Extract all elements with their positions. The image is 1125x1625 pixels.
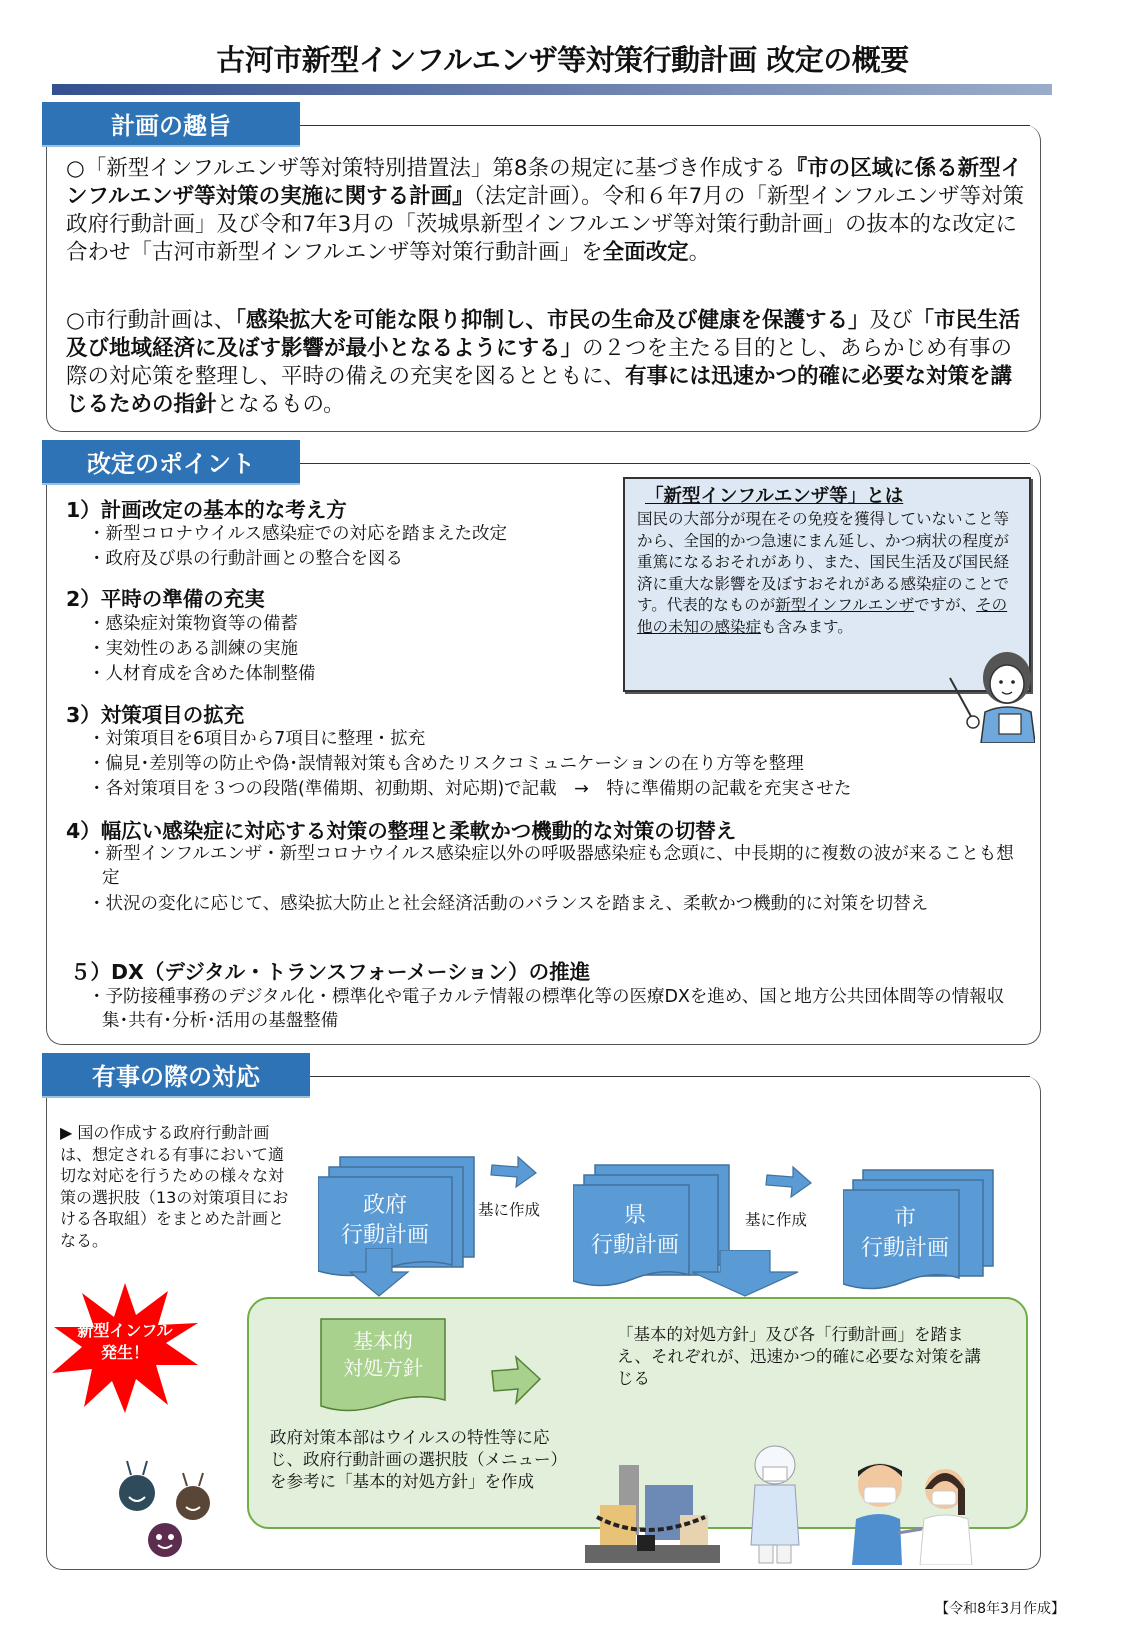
outbreak-label — [50, 1320, 200, 1364]
text-span: も含みます。 — [761, 617, 853, 636]
point-item: ・新型インフルエンザ・新型コロナウイルス感染症以外の呼吸器感染症も念頭に、中長期的に複数の波が来ることも想定 — [88, 844, 1014, 888]
bold-text-span: 有事には迅速かつ的確に必要な対策を講じるための指針 — [66, 364, 1013, 417]
basic-policy-description: 政府対策本部はウイルスの特性等に応じ、政府行動計画の選択肢（メニュー）を参考に「基本的対処方針」を作成 — [270, 1428, 567, 1491]
bold-text-span: 全面改定 — [602, 240, 689, 265]
point-item: ・偏見･差別等の防止や偽･誤情報対策も含めたリスクコミュニケーションの在り方等を整理 — [88, 754, 804, 774]
vaccination-icon — [850, 1455, 975, 1565]
government-plan-note: ▶ 国の作成する政府行動計画は、想定される有事において適切な対応を行うための様々な対策の選択肢（13の対策項目における各取組）をまとめた計画となる。 — [60, 1123, 289, 1250]
bold-text-span: 「市民生活及び地域経済に及ぼす影響が最小となるようにする」 — [66, 308, 1021, 361]
title-gradient-bar — [52, 84, 1052, 95]
doc-label-line: 政府 — [362, 1193, 407, 1218]
text-span: 。 — [688, 240, 711, 265]
point-heading-2: 2）平時の準備の充実 — [66, 587, 265, 611]
text-span: 及び — [869, 308, 913, 333]
point-heading-1: 1）計画改定の基本的な考え方 — [66, 498, 347, 522]
doc-label-line: 県 — [623, 1203, 646, 1228]
point-heading-5: ５）DX（デジタル・トランスフォーメーション）の推進 — [70, 960, 591, 984]
basic-policy-doc — [320, 1318, 446, 1418]
text-span: の２つを主たる目的とし、あらかじめ有事の際の対応策を整理し、平時の備えの充実を図るとともに、 — [66, 336, 1013, 389]
doc-label — [843, 1204, 967, 1264]
section-divider — [300, 463, 1030, 464]
section-divider — [300, 125, 1030, 126]
teacher-illustration-icon — [945, 648, 1035, 743]
protective-suit-worker-icon — [745, 1445, 805, 1565]
section-header-revision-points: 改定のポイント — [42, 440, 300, 485]
doc-label — [320, 1328, 446, 1382]
down-arrow-icon — [348, 1248, 410, 1298]
doc-label-line: 行動計画 — [860, 1236, 949, 1261]
underlined-text: その他の未知の感染症 — [637, 596, 1008, 636]
text-span: （法定計画）。令和６年7月の「新型インフルエンザ等対策政府行動計画」及び令和7年3月の「茨城県新型インフルエンザ等対策行動計画」の抜本的な改定に合わせ「古河市新型インフルエンザ等対策行動計画」を — [66, 184, 1024, 265]
text-span: となるもの。 — [216, 392, 345, 417]
purpose-paragraph-2 — [66, 307, 1026, 419]
creation-date: 【令和8年3月作成】 — [935, 1601, 1065, 1617]
doc-label-line: 行動計画 — [340, 1223, 429, 1248]
point-item: ・人材育成を含めた体制整備 — [88, 664, 316, 684]
point-item: ・新型コロナウイルス感染症での対応を踏まえた改定 — [88, 524, 507, 544]
right-arrow-icon — [490, 1355, 542, 1405]
section-divider — [310, 1076, 1030, 1077]
text-span: 国民の大部分が現在その免疫を獲得していないこと等から、全国的かつ急速にまん延し、かつ病状の程度が重篤になるおそれがあり、また、国民生活及び国民経済に重大な影響を及ぼすおそれがある感染症のことです。代表的なものが — [637, 510, 1010, 614]
doc-label-line: 市 — [893, 1206, 916, 1231]
doc-label-line: 基本的 — [353, 1329, 413, 1353]
doc-label — [318, 1191, 452, 1251]
right-arrow-icon — [490, 1155, 538, 1189]
virus-characters-icon — [105, 1455, 245, 1565]
arrow-label: 基に作成 — [478, 1201, 541, 1219]
down-arrow-icon — [690, 1250, 800, 1298]
arrow-label: 基に作成 — [745, 1211, 808, 1229]
callout-title: 「新型インフルエンザ等」とは — [645, 486, 904, 507]
point-heading-3: 3）対策項目の拡充 — [66, 703, 245, 727]
underlined-text: 新型インフルエンザ — [775, 596, 915, 614]
point-item: ・政府及び県の行動計画との整合を図る — [88, 549, 403, 569]
point-item: ・状況の変化に応じて、感染拡大防止と社会経済活動のバランスを踏まえ、柔軟かつ機動的に対策を切替え — [88, 894, 929, 914]
lockdown-city-icon — [585, 1455, 720, 1565]
burst-line: 新型インフル — [77, 1321, 173, 1340]
point-heading-4: 4）幅広い感染症に対応する対策の整理と柔軟かつ機動的な対策の切替え — [66, 819, 737, 843]
text-span: ですが、 — [914, 596, 977, 614]
section-header-emergency-response: 有事の際の対応 — [42, 1053, 310, 1098]
bold-text-span: 『市の区域に係る新型インフルエンザ等対策の実施に関する計画』 — [66, 156, 1023, 209]
point-item: ・実効性のある訓練の実施 — [88, 639, 298, 659]
point-item: ・予防接種事務のデジタル化・標準化や電子カルテ情報の標準化等の医療DXを進め、国と地方公共団体間等の情報収集･共有･分析･活用の基盤整備 — [88, 987, 1005, 1031]
text-span: ○「新型インフルエンザ等対策特別措置法」第8条の規定に基づき作成する — [66, 156, 786, 181]
point-item: ・対策項目を6項目から7項目に整理・拡充 — [88, 729, 426, 749]
burst-line: 発生！ — [100, 1343, 149, 1362]
callout-body — [637, 509, 1019, 638]
point-item: ・各対策項目を３つの段階(準備期、初動期、対応期)で記載 → 特に準備期の記載を充実させた — [88, 779, 852, 799]
purpose-paragraph-1 — [66, 155, 1026, 267]
doc-label-line: 対処方針 — [343, 1356, 423, 1380]
bold-text-span: 「感染拡大を可能な限り抑制し、市民の生命及び健康を保護する」 — [235, 308, 870, 333]
response-description: 「基本的対処方針」及び各「行動計画」を踏まえ、それぞれが、迅速かつ的確に必要な対策を講じる — [617, 1325, 981, 1388]
text-span: ○市行動計画は、 — [66, 308, 236, 333]
point-item: ・感染症対策物資等の備蓄 — [88, 614, 298, 634]
doc-stack-city — [843, 1168, 1001, 1298]
section-header-purpose: 計画の趣旨 — [42, 102, 300, 147]
doc-label — [573, 1201, 697, 1261]
doc-label-line: 行動計画 — [590, 1233, 679, 1258]
right-arrow-icon — [765, 1165, 813, 1199]
page-title: 古河市新型インフルエンザ等対策行動計画 改定の概要 — [216, 43, 909, 77]
